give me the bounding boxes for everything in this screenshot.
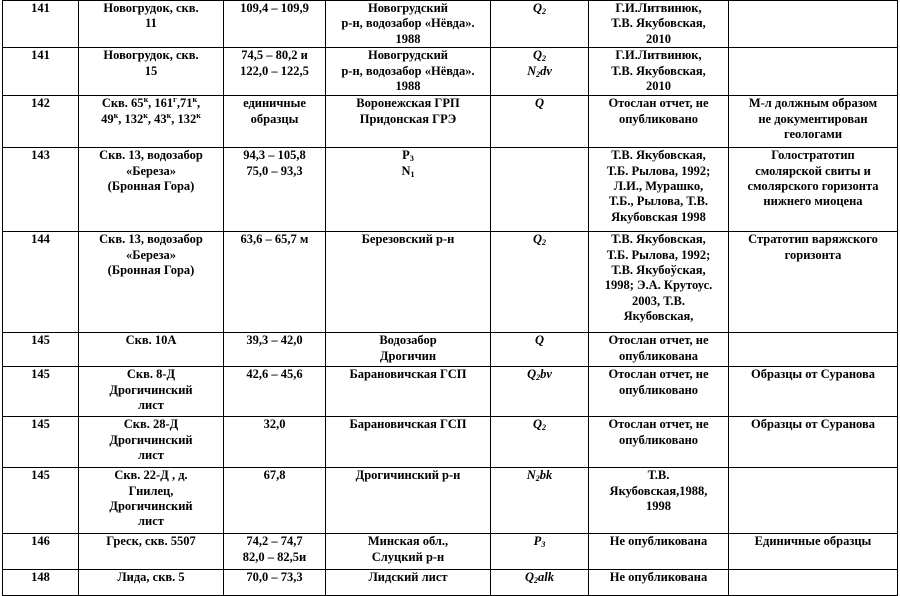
cell-line: лист	[138, 448, 164, 463]
cell-line: 82,0 – 82,5и	[242, 549, 307, 564]
cell-line: $P_3$	[533, 534, 546, 550]
cell-depth	[224, 333, 326, 367]
cell-author	[589, 148, 729, 232]
cell-age	[491, 570, 589, 596]
cell-line: 145	[31, 333, 50, 348]
cell-line: $Q_2$	[532, 232, 547, 248]
cell-note	[729, 570, 898, 596]
cell-line: «Береза»	[125, 163, 177, 178]
cell-line: Отослан отчет, не	[608, 333, 709, 348]
cell-line: Дрогичин	[379, 348, 437, 363]
cell-region	[326, 333, 491, 367]
cell-region	[326, 96, 491, 148]
table-row	[3, 417, 898, 468]
cell-author	[589, 534, 729, 570]
cell-line: Отослан отчет, не	[608, 96, 709, 111]
cell-line: Г.И.Литвинюк,	[615, 1, 702, 15]
cell-site	[79, 333, 224, 367]
cell-line: Якубовская,1988,	[609, 483, 708, 498]
cell-line: опубликовано	[618, 382, 699, 397]
cell-depth	[224, 570, 326, 596]
cell-num	[3, 148, 79, 232]
cell-line: опубликовано	[618, 111, 699, 126]
cell-line: Т.Б., Рылова, Т.В.	[608, 194, 709, 209]
cell-depth	[224, 468, 326, 534]
cell-line: 75,0 – 93,3	[246, 163, 303, 178]
cell-line: 2010	[646, 79, 671, 94]
cell-line: Березовский р-н	[361, 232, 455, 247]
cell-line: Водозабор	[379, 333, 437, 348]
cell-line: Дрогичинский	[109, 499, 193, 514]
cell-line: Т.Б. Рылова, 1992;	[606, 247, 711, 262]
cell-depth	[224, 96, 326, 148]
cell-line: Минская обл.,	[367, 534, 449, 549]
cell-num	[3, 534, 79, 570]
cell-line: 1988	[395, 79, 421, 94]
table-row	[3, 468, 898, 534]
cell-line: $N_2dv$	[527, 63, 552, 79]
cell-region	[326, 468, 491, 534]
cell-line: Слуцкий р-н	[371, 549, 445, 564]
cell-region	[326, 570, 491, 596]
cell-line: Т.В. Якубовская,	[611, 232, 706, 247]
table-row	[3, 367, 898, 417]
cell-author	[589, 468, 729, 534]
cell-line: Q	[534, 96, 545, 111]
cell-line: опубликована	[618, 348, 699, 363]
cell-line: 67,8	[263, 468, 286, 483]
cell-line: единичные	[243, 96, 306, 111]
cell-line: геологами	[783, 127, 843, 142]
cell-line: 145	[31, 468, 50, 483]
cell-line: М-л должным образом	[748, 96, 878, 111]
boreholes-table	[2, 0, 898, 596]
cell-line: 148	[31, 570, 50, 585]
cell-age	[491, 333, 589, 367]
cell-age	[491, 417, 589, 468]
cell-site	[79, 570, 224, 596]
cell-line: 145	[31, 417, 50, 432]
cell-line: 1998	[646, 499, 671, 514]
cell-line: 146	[31, 534, 50, 549]
cell-line: Скв. $65^к$, $161^г,71^к$,	[101, 95, 201, 111]
cell-line: (Бронная Гора)	[107, 179, 195, 194]
cell-line: Стратотип варяжского	[748, 232, 878, 247]
cell-line: $Q_2$	[532, 417, 547, 433]
cell-author	[589, 1, 729, 48]
cell-line: Гнилец,	[128, 483, 174, 498]
cell-line: $P_3$	[402, 148, 414, 164]
cell-line: Т.В.	[647, 468, 670, 483]
cell-depth	[224, 534, 326, 570]
table-row	[3, 333, 898, 367]
cell-site	[79, 417, 224, 468]
cell-depth	[224, 1, 326, 48]
cell-note	[729, 468, 898, 534]
cell-line: Т.В. Якубовская,	[611, 148, 706, 163]
cell-line: Скв. 13, водозабор	[99, 148, 203, 163]
cell-author	[589, 48, 729, 96]
cell-line: Г.И.Литвинюк,	[615, 48, 702, 63]
cell-age	[491, 534, 589, 570]
cell-note	[729, 534, 898, 570]
cell-line: 142	[31, 96, 50, 111]
cell-note	[729, 367, 898, 417]
cell-line: (Бронная Гора)	[107, 263, 195, 278]
cell-depth	[224, 367, 326, 417]
cell-line: 74,5 – 80,2 и	[241, 48, 308, 63]
cell-line: 141	[31, 1, 50, 15]
cell-depth	[224, 417, 326, 468]
cell-line: 144	[31, 232, 50, 247]
cell-note	[729, 232, 898, 333]
cell-num	[3, 1, 79, 48]
cell-line: $Q_2bv$	[527, 367, 552, 383]
cell-num	[3, 232, 79, 333]
cell-site	[79, 367, 224, 417]
cell-num	[3, 96, 79, 148]
cell-line: Т.В. Якубоўская,	[611, 263, 706, 278]
cell-line: Т.В. Якубовская,	[611, 16, 706, 31]
cell-region	[326, 417, 491, 468]
cell-line: 2003, Т.В.	[632, 293, 685, 308]
cell-note	[729, 96, 898, 148]
cell-age	[491, 468, 589, 534]
cell-line: Образцы от Суранова	[751, 367, 875, 382]
cell-site	[79, 1, 224, 48]
cell-author	[589, 417, 729, 468]
cell-line: смолярской свиты и	[755, 163, 871, 178]
cell-region	[326, 534, 491, 570]
cell-line: $Q_2alk$	[524, 570, 554, 586]
cell-line: лист	[138, 514, 164, 529]
cell-author	[589, 367, 729, 417]
cell-line: Скв. 10А	[125, 333, 177, 348]
table-row	[3, 96, 898, 148]
cell-site	[79, 148, 224, 232]
cell-line: Новогрудок, скв.	[103, 48, 199, 63]
cell-author	[589, 96, 729, 148]
cell-line: Не опубликована	[609, 534, 708, 549]
cell-region	[326, 232, 491, 333]
cell-line: Лидский лист	[368, 570, 448, 585]
cell-line: лист	[138, 398, 164, 413]
cell-line: 1998; Э.А. Крутоус.	[604, 278, 713, 293]
table-body	[3, 1, 898, 596]
cell-num	[3, 48, 79, 96]
cell-region	[326, 1, 491, 48]
cell-depth	[224, 148, 326, 232]
cell-age	[491, 367, 589, 417]
cell-line: нижнего миоцена	[763, 194, 863, 209]
cell-line: 141	[31, 48, 50, 63]
cell-line: 70,0 – 73,3	[246, 570, 303, 585]
cell-line: Скв. 28-Д	[123, 417, 179, 432]
cell-line: 15	[144, 63, 158, 78]
cell-age	[491, 96, 589, 148]
cell-line: Q	[534, 333, 545, 348]
cell-line: $49^к$, $132^к$, $43^к$, $132^к$	[101, 110, 201, 126]
cell-line: образцы	[250, 111, 299, 126]
cell-depth	[224, 48, 326, 96]
cell-site	[79, 468, 224, 534]
cell-line: Голостратотип	[771, 148, 855, 163]
table-row	[3, 570, 898, 596]
cell-line: Скв. 22-Д , д.	[114, 468, 188, 483]
cell-line: Новогрудский	[368, 1, 448, 15]
cell-author	[589, 570, 729, 596]
cell-line: 145	[31, 367, 50, 382]
cell-line: Не опубликована	[609, 570, 708, 585]
cell-note	[729, 333, 898, 367]
cell-line: горизонта	[784, 247, 842, 262]
cell-note	[729, 148, 898, 232]
cell-line: Придонская ГРЭ	[359, 111, 457, 126]
cell-num	[3, 468, 79, 534]
cell-num	[3, 570, 79, 596]
cell-line: Лида, скв. 5	[117, 570, 185, 585]
cell-line: 74,2 – 74,7	[246, 534, 303, 549]
cell-line: Скв. 8-Д	[126, 367, 176, 382]
cell-age	[491, 232, 589, 333]
cell-line: 42,6 – 45,6	[246, 367, 303, 382]
cell-line: Отослан отчет, не	[608, 417, 709, 432]
table-row	[3, 534, 898, 570]
cell-line: опубликовано	[618, 432, 699, 447]
cell-line: 11	[145, 16, 157, 31]
cell-line: «Береза»	[125, 247, 177, 262]
cell-site	[79, 96, 224, 148]
cell-line: не документирован	[758, 111, 868, 126]
cell-note	[729, 417, 898, 468]
cell-line: 122,0 – 122,5	[240, 63, 309, 78]
cell-line: Барановичская ГСП	[349, 367, 467, 382]
cell-age	[491, 48, 589, 96]
cell-line: Дрогичинский	[109, 432, 193, 447]
cell-line: 32,0	[263, 417, 286, 432]
cell-line: $N_2bk$	[526, 468, 553, 484]
cell-num	[3, 333, 79, 367]
cell-age	[491, 148, 589, 232]
cell-line: Отослан отчет, не	[608, 367, 709, 382]
cell-line: Новогрудок, скв.	[103, 1, 199, 15]
cell-author	[589, 232, 729, 333]
cell-line: $Q_2$	[532, 48, 547, 64]
cell-line: Новогрудский	[368, 48, 448, 63]
cell-line: Якубовская,	[623, 309, 694, 324]
cell-line: 63,6 – 65,7 м	[240, 232, 309, 247]
cell-line: Якубовская 1998	[611, 209, 706, 224]
cell-region	[326, 148, 491, 232]
cell-region	[326, 48, 491, 96]
cell-line: Образцы от Суранова	[751, 417, 875, 432]
cell-note	[729, 48, 898, 96]
cell-num	[3, 417, 79, 468]
cell-line: смолярского горизонта	[747, 179, 879, 194]
cell-line: р-н, водозабор «Нёвда».	[341, 63, 475, 78]
cell-depth	[224, 232, 326, 333]
cell-author	[589, 333, 729, 367]
cell-line: Л.И., Мурашко,	[613, 179, 704, 194]
cell-line: Т.Б. Рылова, 1992;	[606, 163, 711, 178]
cell-line: Единичные образцы	[754, 534, 872, 549]
table-row	[3, 48, 898, 96]
cell-site	[79, 232, 224, 333]
cell-note	[729, 1, 898, 48]
cell-line: Барановичская ГСП	[349, 417, 467, 432]
cell-line: Дрогичинский р-н	[355, 468, 461, 483]
cell-region	[326, 367, 491, 417]
cell-line: $N_1$	[401, 163, 415, 179]
cell-line: Т.В. Якубовская,	[611, 63, 706, 78]
table-row	[3, 148, 898, 232]
cell-line: $Q_2$	[532, 1, 547, 16]
cell-line: 94,3 – 105,8	[243, 148, 306, 163]
cell-age	[491, 1, 589, 48]
cell-line: 143	[31, 148, 50, 163]
cell-line: 39,3 – 42,0	[246, 333, 303, 348]
cell-line: Дрогичинский	[109, 382, 193, 397]
cell-line: 1988	[395, 31, 421, 46]
cell-site	[79, 534, 224, 570]
cell-line: 2010	[646, 31, 671, 46]
cell-line: Греск, скв. 5507	[106, 534, 196, 549]
cell-line: Скв. 13, водозабор	[99, 232, 203, 247]
cell-num	[3, 367, 79, 417]
cell-line: р-н, водозабор «Нёвда».	[341, 16, 475, 31]
cell-line: Воронежская ГРП	[356, 96, 460, 111]
table-row	[3, 1, 898, 48]
table-row	[3, 232, 898, 333]
cell-line: 109,4 – 109,9	[240, 1, 309, 15]
cell-site	[79, 48, 224, 96]
